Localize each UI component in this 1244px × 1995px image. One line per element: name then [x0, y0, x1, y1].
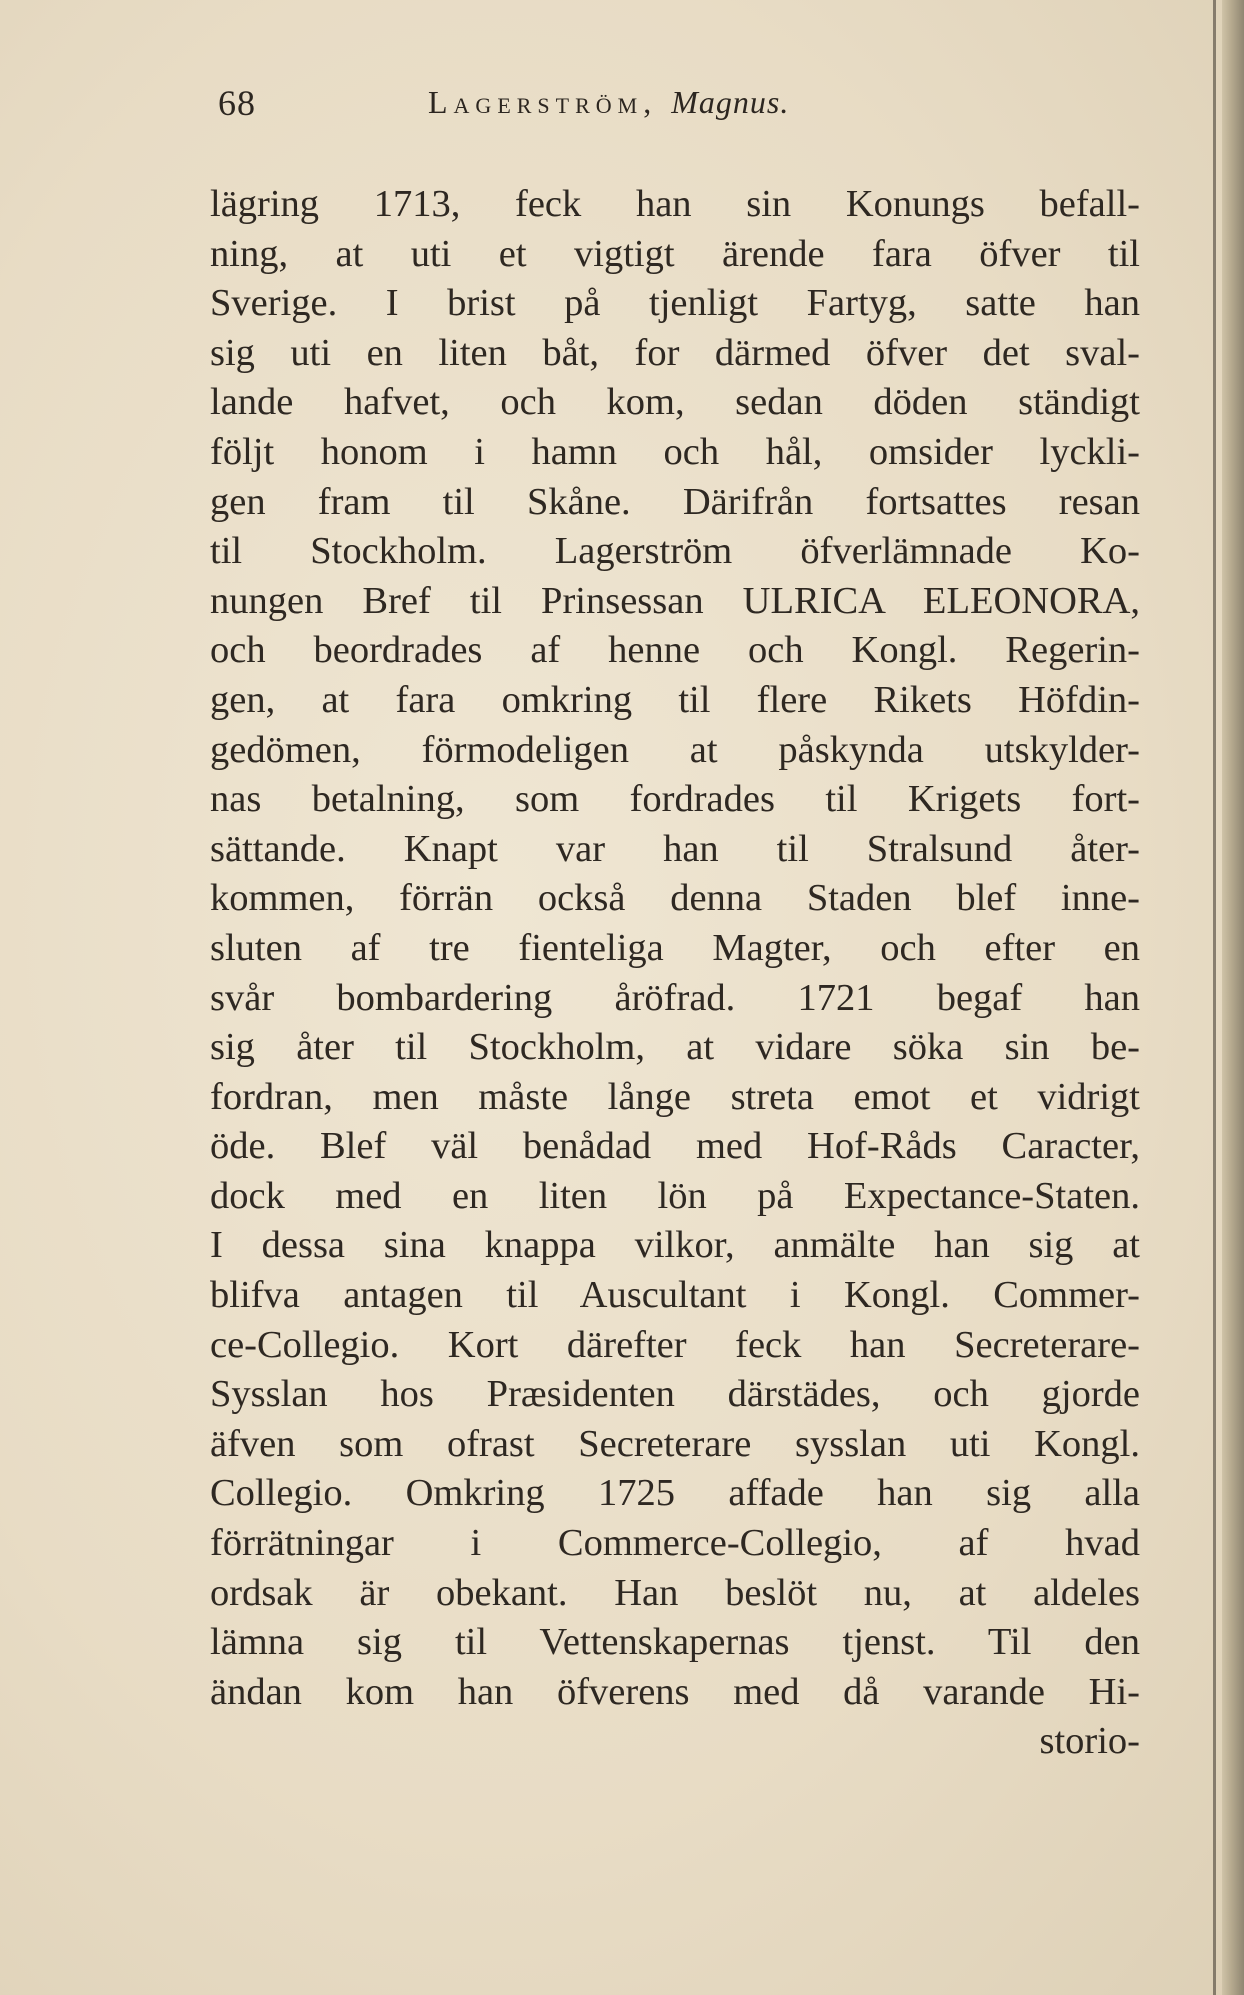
text-line: följt honom i hamn och hål, omsider lyckli-: [210, 430, 1140, 473]
running-title: [428, 84, 789, 121]
text-line: sättande. Knapt var han til Stralsund åter-: [210, 827, 1140, 870]
running-title-given-name: Magnus.: [671, 84, 790, 120]
text-line: Collegio. Omkring 1725 affade han sig alla: [210, 1472, 1140, 1515]
text-line: sig uti en liten båt, for därmed öfver det sval-: [210, 331, 1140, 374]
text-line: I dessa sina knappa vilkor, anmälte han sig at: [210, 1224, 1140, 1267]
page-gutter-line: [1213, 0, 1216, 1995]
text-line: ning, at uti et vigtigt ärende fara öfver til: [210, 232, 1140, 275]
text-line: dock med en liten lön på Expectance-Staten.: [210, 1174, 1140, 1217]
text-line: sig åter til Stockholm, at vidare söka sin be-: [210, 1026, 1140, 1069]
text-line: nungen Bref til Prinsessan ULRICA ELEONORA,: [210, 579, 1140, 622]
text-line: lägring 1713, feck han sin Konungs befall-: [210, 183, 1140, 225]
text-line: gen fram til Skåne. Därifrån fortsattes resan: [210, 480, 1140, 523]
text-line: sluten af tre fienteliga Magter, och efter en: [210, 926, 1140, 969]
text-line: kommen, förrän också denna Staden blef inne-: [210, 877, 1140, 920]
text-line: gen, at fara omkring til flere Rikets Höfdin-: [210, 678, 1140, 721]
text-line: fordran, men måste långe streta emot et vidrigt: [210, 1075, 1140, 1118]
catchword: storio-: [1039, 1720, 1140, 1763]
text-line: svår bombardering åröfrad. 1721 begaf han: [210, 976, 1140, 1019]
running-header: [218, 82, 978, 132]
text-line: nas betalning, som fordrades til Krigets fort-: [210, 778, 1140, 821]
text-line: blifva antagen til Auscultant i Kongl. Commer-: [210, 1274, 1140, 1317]
text-line: öde. Blef väl benådad med Hof-Råds Caracter,: [210, 1125, 1140, 1168]
running-title-separator: ,: [643, 84, 658, 120]
page-number: 68: [218, 83, 256, 123]
text-line: och beordrades af henne och Kongl. Regerin-: [210, 629, 1140, 672]
running-title-surname: Lagerström: [428, 84, 644, 120]
body-text: [210, 180, 1140, 1767]
text-line: Sysslan hos Præsidenten därstädes, och gjorde: [210, 1373, 1140, 1416]
text-line: ändan kom han öfverens med då varande Hi-: [210, 1670, 1140, 1713]
text-line: til Stockholm. Lagerström öfverlämnade Ko-: [210, 530, 1140, 573]
text-line: förrätningar i Commerce-Collegio, af hvad: [210, 1522, 1140, 1565]
text-line: ce-Collegio. Kort därefter feck han Secreterare-: [210, 1323, 1140, 1366]
text-line: gedömen, förmodeligen at påskynda utskylder-: [210, 728, 1140, 771]
text-line: lämna sig til Vettenskapernas tjenst. Til den: [210, 1621, 1140, 1664]
text-line: ordsak är obekant. Han beslöt nu, at aldeles: [210, 1571, 1140, 1614]
text-line: äfven som ofrast Secreterare sysslan uti Kongl.: [210, 1422, 1140, 1465]
text-line: lande hafvet, och kom, sedan döden ständigt: [210, 381, 1140, 424]
text-line: Sverige. I brist på tjenligt Fartyg, satte han: [210, 282, 1140, 325]
page-edge: [1222, 0, 1244, 1995]
